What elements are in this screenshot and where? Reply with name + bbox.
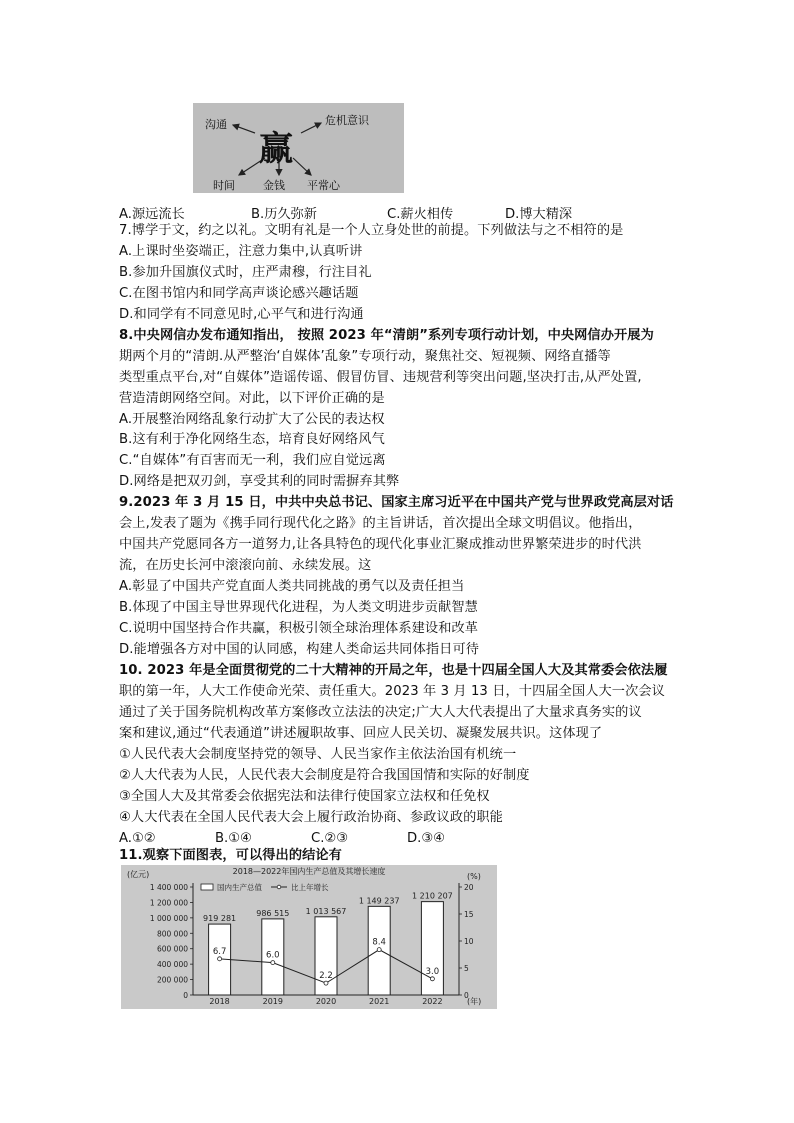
q10-stem-line-2: 职的第一年，人大工作使命光荣、责任重大。2023 年 3 月 13 日，十四届全国人大一次会议 xyxy=(119,684,665,699)
q10-option-c[interactable]: C.②③ xyxy=(311,831,349,846)
gdp-chart xyxy=(121,865,497,1009)
q8-stem-line-3: 类型重点平台,对“自媒体”造谣传谣、假冒仿冒、违规营利等突出问题,坚决打击,从严处置, xyxy=(119,370,642,385)
right-tick-label: 10 xyxy=(464,937,474,946)
x-tick-label: 2018 xyxy=(209,997,230,1006)
q10-option-b[interactable]: B.①④ xyxy=(215,831,252,846)
mind-map-node-bottom-1: 时间 xyxy=(213,179,235,192)
q9-option-c[interactable]: C.说明中国坚持合作共赢，积极引领全球治理体系建设和改革 xyxy=(119,621,479,636)
q10-statement-4: ④人大代表在全国人民代表大会上履行政治协商、参政议政的职能 xyxy=(119,810,503,825)
chart-right-unit: (%) xyxy=(467,872,481,881)
q6-option-a[interactable]: A.源远流长 xyxy=(119,207,185,222)
gdp-bar-label: 1 149 237 xyxy=(358,896,400,906)
q8-stem-line-1: 8.中央网信办发布通知指出， 按照 2023 年“清朗”系列专项行动计划，中央网信办开展为 xyxy=(119,328,654,343)
q8-option-a[interactable]: A.开展整治网络乱象行动扩大了公民的表达权 xyxy=(119,412,385,427)
q6-option-c[interactable]: C.薪火相传 xyxy=(387,207,454,222)
left-tick-label: 400 000 xyxy=(156,960,188,970)
mind-map-node-top-left: 沟通 xyxy=(205,118,227,131)
right-tick-label: 0 xyxy=(464,991,469,1000)
growth-label: 3.0 xyxy=(425,966,440,977)
q8-option-c[interactable]: C.“自媒体”有百害而无一利，我们应自觉远离 xyxy=(119,453,386,468)
q9-option-b[interactable]: B.体现了中国主导世界现代化进程，为人类文明进步贡献智慧 xyxy=(119,600,478,615)
q9-stem-line-1: 9.2023 年 3 月 15 日，中共中央总书记、国家主席习近平在中国共产党与世界政党高层对话 xyxy=(119,495,674,510)
q10-stem-line-1: 10. 2023 年是全面贯彻党的二十大精神的开局之年，也是十四届全国人大及其常委会依法履 xyxy=(119,663,668,678)
q11-stem: 11.观察下面图表，可以得出的结论有 xyxy=(119,848,342,863)
growth-point xyxy=(377,948,381,952)
left-tick-label: 200 000 xyxy=(156,975,188,985)
x-tick-label: 2021 xyxy=(369,997,390,1006)
right-tick-label: 20 xyxy=(464,883,474,892)
gdp-bar-label: 986 515 xyxy=(256,908,290,918)
q10-stem-line-4: 案和建议,通过“代表通道”讲述履职故事、回应人民关切、凝聚发展共识。这体现了 xyxy=(119,726,603,741)
q7-option-d[interactable]: D.和同学有不同意见时,心平气和进行沟通 xyxy=(119,307,364,322)
q7-stem: 7.博学于文，约之以礼。文明有礼是一个人立身处世的前提。下列做法与之不相符的是 xyxy=(119,223,624,238)
q7-option-b[interactable]: B.参加升国旗仪式时，庄严肃穆，行注目礼 xyxy=(119,265,372,280)
q7-option-c[interactable]: C.在图书馆内和同学高声谈论感兴趣话题 xyxy=(119,286,359,301)
left-tick-label: 1 400 000 xyxy=(149,883,188,892)
x-tick-label: 2022 xyxy=(422,997,443,1006)
legend-line-marker xyxy=(277,885,281,889)
right-tick-label: 15 xyxy=(464,910,474,919)
chart-left-unit: (亿元) xyxy=(127,870,150,879)
x-tick-label: 2020 xyxy=(315,997,337,1006)
q9-stem-line-4: 流，在历史长河中滚滚向前、永续发展。这 xyxy=(119,558,372,573)
q10-statement-3: ③全国人大及其常委会依据宪法和法律行使国家立法权和任免权 xyxy=(119,789,490,804)
q9-option-a[interactable]: A.彰显了中国共产党直面人类共同挑战的勇气以及责任担当 xyxy=(119,579,465,594)
mind-map-node-bottom-2: 金钱 xyxy=(263,179,285,192)
left-tick-label: 600 000 xyxy=(156,944,188,954)
left-tick-label: 800 000 xyxy=(156,929,188,939)
q9-option-d[interactable]: D.能增强各方对中国的认同感，构建人类命运共同体指日可待 xyxy=(119,642,480,657)
legend-bar-swatch xyxy=(201,884,213,890)
legend-line-label: 比上年增长 xyxy=(291,883,329,892)
q10-option-a[interactable]: A.①② xyxy=(119,831,156,846)
q6-option-d[interactable]: D.博大精深 xyxy=(505,207,573,222)
q10-statement-2: ②人大代表为人民，人民代表大会制度是符合我国国情和实际的好制度 xyxy=(119,768,530,783)
q10-stem-line-3: 通过了关于国务院机构改革方案修改立法法的决定;广大人大代表提出了大量求真务实的议 xyxy=(119,705,642,720)
growth-label: 6.0 xyxy=(266,950,280,961)
gdp-bar-label: 919 281 xyxy=(203,914,237,924)
left-tick-label: 1 200 000 xyxy=(149,898,188,908)
mind-map-center: 赢 xyxy=(259,129,293,169)
chart-x-unit: (年) xyxy=(467,997,482,1006)
growth-point xyxy=(324,981,328,985)
q8-option-b[interactable]: B.这有利于净化网络生态，培育良好网络风气 xyxy=(119,432,385,447)
q10-option-d[interactable]: D.③④ xyxy=(407,831,445,846)
gdp-bar-label: 1 013 567 xyxy=(305,906,347,916)
q8-option-d[interactable]: D.网络是把双刃剑，享受其利的同时需摒弃其弊 xyxy=(119,474,400,489)
left-tick-label: 1 000 000 xyxy=(149,913,188,923)
mind-map-figure xyxy=(193,103,404,193)
mind-map-node-top-right: 危机意识 xyxy=(325,114,369,127)
x-tick-label: 2019 xyxy=(262,997,283,1006)
gdp-bar-label: 1 210 207 xyxy=(412,891,453,901)
growth-label: 8.4 xyxy=(372,937,386,948)
right-tick-label: 5 xyxy=(464,964,469,973)
gdp-chart-svg xyxy=(121,865,497,1009)
q9-stem-line-2: 会上,发表了题为《携手同行现代化之路》的主旨讲话，首次提出全球文明倡议。他指出， xyxy=(119,516,642,531)
q9-stem-line-3: 中国共产党愿同各方一道努力,让各具特色的现代化事业汇聚成推动世界繁荣进步的时代洪 xyxy=(119,537,642,552)
chart-title: 2018—2022年国内生产总值及其增长速度 xyxy=(232,867,386,876)
q6-option-b[interactable]: B.历久弥新 xyxy=(251,207,317,222)
growth-point xyxy=(271,961,275,965)
growth-point xyxy=(218,957,222,961)
q8-stem-line-4: 营造清朗网络空间。对此，以下评价正确的是 xyxy=(119,391,385,406)
left-tick-label: 0 xyxy=(183,991,188,1000)
legend-bar-label: 国内生产总值 xyxy=(217,883,262,892)
mind-map-node-bottom-3: 平常心 xyxy=(307,179,340,192)
q7-option-a[interactable]: A.上课时坐姿端正，注意力集中,认真听讲 xyxy=(119,244,363,259)
growth-label: 6.7 xyxy=(212,946,227,957)
q8-stem-line-2: 期两个月的“清朗.从严整治‘自媒体’乱象”专项行动，聚焦社交、短视频、网络直播等 xyxy=(119,349,611,364)
q10-statement-1: ①人民代表大会制度坚持党的领导、人民当家作主依法治国有机统一 xyxy=(119,747,517,762)
growth-label: 2.2 xyxy=(319,971,333,982)
growth-point xyxy=(430,977,434,981)
